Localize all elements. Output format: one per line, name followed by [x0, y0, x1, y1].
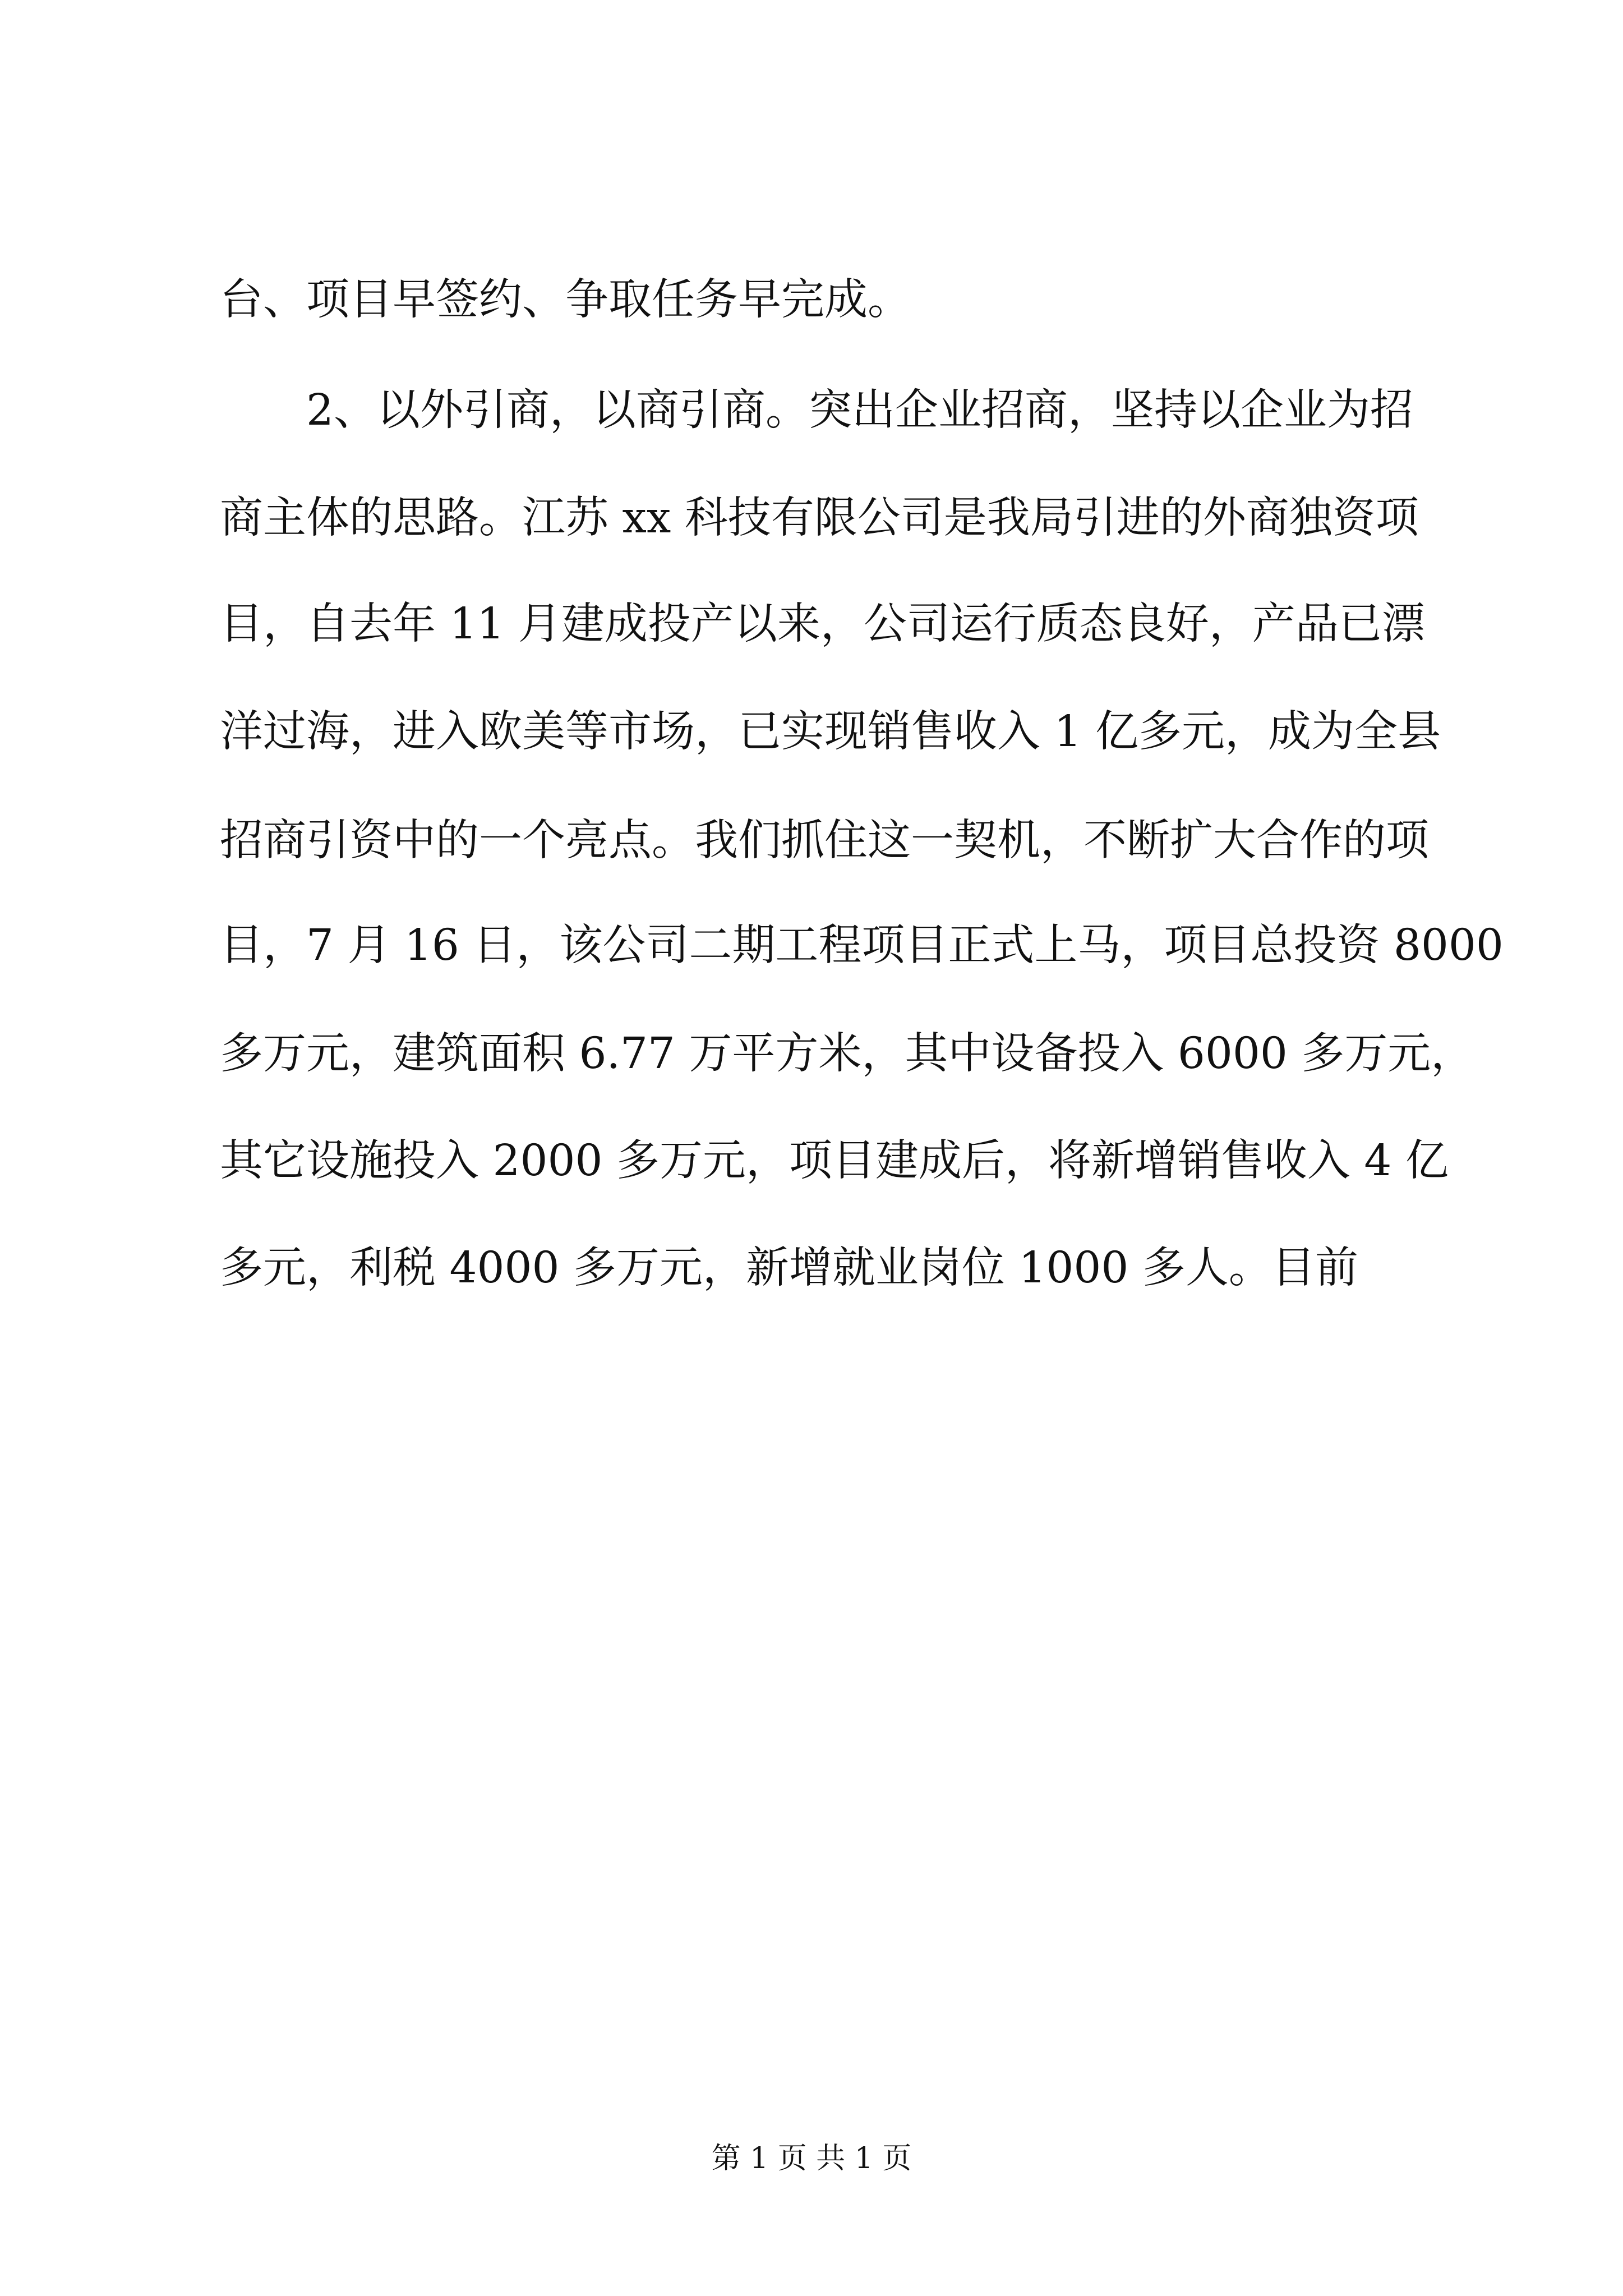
text-line-2: 2、以外引商，以商引商。突出企业招商，坚持以企业为招: [220, 385, 1413, 435]
text-line-8: 多万元，建筑面积 6.77 万平方米，其中设备投入 6000 多万元，: [220, 1029, 1474, 1079]
text-line-1: 台、项目早签约、争取任务早完成。: [220, 275, 911, 325]
text-line-3: 商主体的思路。江苏 xx 科技有限公司是我局引进的外商独资项: [220, 493, 1419, 543]
text-line-10: 多元，利税 4000 多万元，新增就业岗位 1000 多人。目前: [220, 1243, 1358, 1293]
text-line-5: 洋过海，进入欧美等市场，已实现销售收入 1 亿多元，成为全县: [220, 707, 1441, 757]
page-footer: 第 1 页 共 1 页: [711, 2142, 912, 2175]
text-line-4: 目，自去年 11 月建成投产以来，公司运行质态良好，产品已漂: [220, 599, 1425, 649]
text-line-7: 目，7 月 16 日，该公司二期工程项目正式上马，项目总投资 8000: [220, 921, 1504, 970]
text-line-9: 其它设施投入 2000 多万元，项目建成后，将新增销售收入 4 亿: [220, 1136, 1449, 1186]
text-line-6: 招商引资中的一个亮点。我们抓住这一契机，不断扩大合作的项: [220, 816, 1429, 866]
